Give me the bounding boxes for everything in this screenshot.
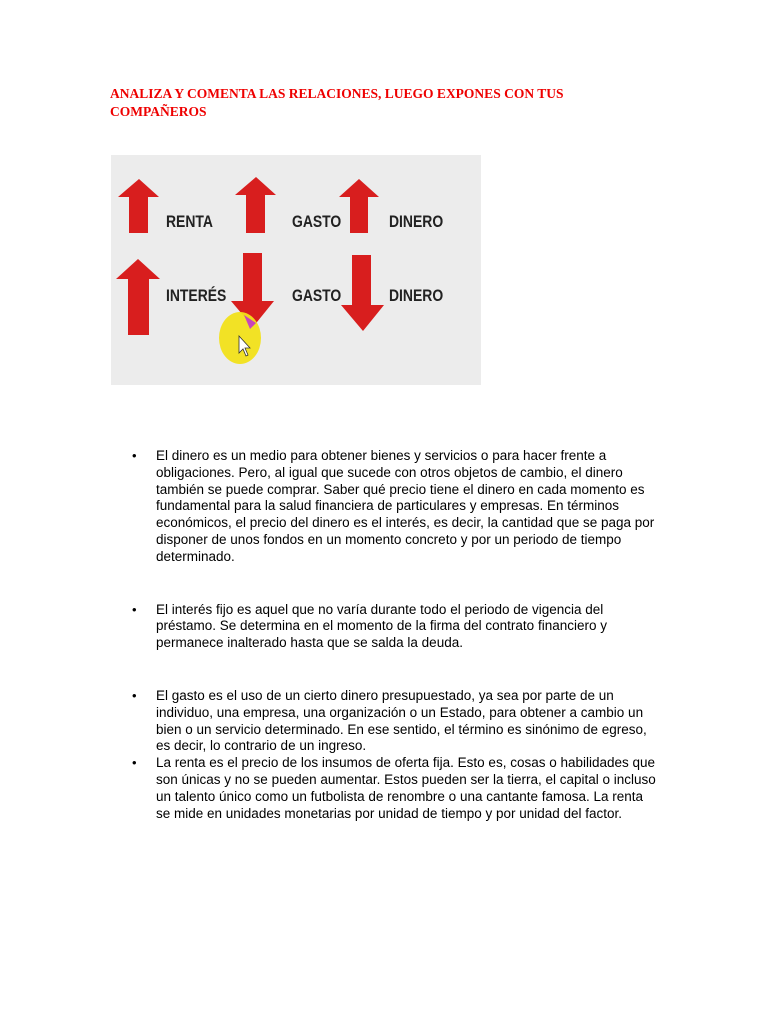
label-interes: INTERÉS	[166, 286, 227, 306]
relations-image	[111, 155, 481, 385]
label-renta: RENTA	[166, 212, 213, 232]
definitions-list	[130, 448, 660, 822]
label-dinero: DINERO	[389, 212, 444, 232]
label-dinero-2: DINERO	[389, 286, 444, 306]
label-gasto: GASTO	[292, 212, 342, 232]
relations-diagram	[111, 155, 481, 385]
list-item-dinero: • El dinero es un medio para obtener bienes y servicios o para hacer frente a obligaciones. Pero, al igual que sucede con otros objetos de cambio, el dinero también se puede comprar. Saber qué precio tiene el dinero en cada momento es fundamental para la salud financiera de particulares y empresas. En términos económicos, el precio del dinero es el interés, es decir, la cantidad que se paga por disponer de unos fondos en un momento concreto y por un periodo de tiempo determinado.	[130, 448, 660, 566]
image-background	[111, 155, 481, 385]
list-item-gasto: • El gasto es el uso de un cierto dinero presupuestado, ya sea por parte de un individuo, una empresa, una organización o un Estado, para obtener a cambio un bien o un servicio determinado. En ese sentido, el término es sinónimo de egreso, es decir, lo contrario de un ingreso.	[130, 688, 660, 755]
list-item-interes: • El interés fijo es aquel que no varía durante todo el periodo de vigencia del préstamo. Se determina en el momento de la firma del contrato financiero y permanece inalterado hasta que se salda la deuda.	[130, 602, 660, 652]
list-item-renta: • La renta es el precio de los insumos de oferta fija. Esto es, cosas o habilidades que son únicas y no se pueden aumentar. Estos pueden ser la tierra, el capital o incluso un talento único como un futbolista de renombre o una cantante famosa. La renta se mide en unidades monetarias por unidad de tiempo y por unidad del factor.	[130, 755, 660, 822]
label-gasto-2: GASTO	[292, 286, 342, 306]
mouse-cursor-icon	[219, 312, 261, 364]
page-title: ANALIZA Y COMENTA LAS RELACIONES, LUEGO EXPONES CON TUS COMPAÑEROS	[110, 86, 564, 119]
